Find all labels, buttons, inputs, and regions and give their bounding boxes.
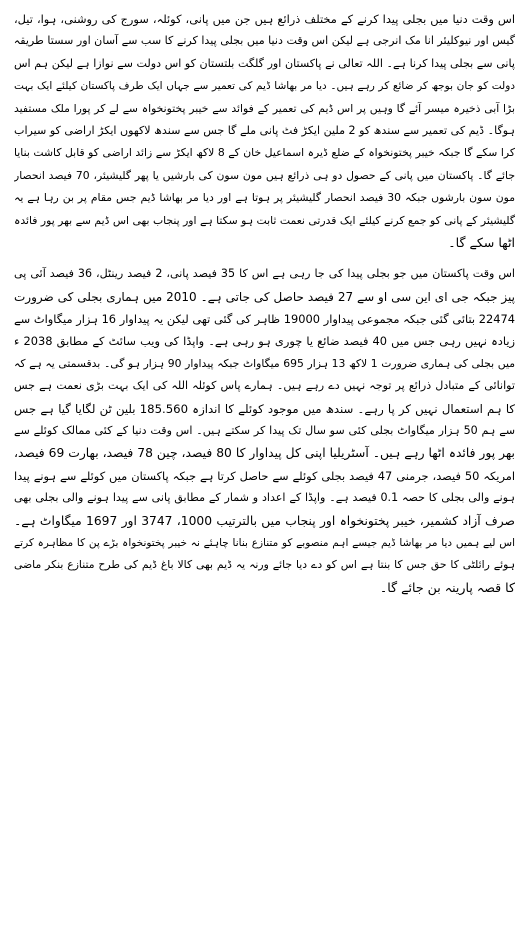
text-line: 22474 بتائی گئی جبکہ مجموعی پیداوار 19000 ظاہر کی گئی تھی لیکن یہ پیداوار 16 ہزار میگاواٹ سے bbox=[14, 312, 515, 327]
text-line: جائے گا۔ پاکستان میں پانی کے حصول دو ہی ذرائع ہیں مون سون کی بارشیں یا پھر گلیشیئر، 70 فیصد انحصار bbox=[14, 168, 515, 182]
text-line: کرا سکے گا جبکہ خیبر پختونخواہ کے ضلع ڈیرہ اسماعیل خان کے 8 لاکھ ایکڑ سے زائد اراضی کو قابل کاشت بنایا bbox=[14, 146, 515, 160]
text-line: سے ہم 50 ہزار میگاواٹ بجلی کئی سو سال تک پیدا کر سکتے ہیں۔ اس وقت دنیا کے کئی ممالک کوئلے سے bbox=[14, 424, 515, 438]
text-line: اس وقت دنیا میں بجلی پیدا کرنے کے مختلف ذرائع ہیں جن میں پانی، کوئلہ، سورج کی روشنی، ہوا، تیل، bbox=[14, 12, 515, 26]
text-line: زیادہ نہیں رہی جس میں 40 فیصد ضائع یا چوری ہو رہی ہے۔ واپڈا کی ویب سائٹ کے مطابق 2038 ء bbox=[14, 334, 515, 349]
text-line: بڑا آبی ذخیرہ میسر آئے گا وہیں پر اس ڈیم کی تعمیر کے فوائد سے خیبر پختونخواہ سے لے کر پورا ملک مستفید bbox=[14, 101, 515, 115]
text-line: کا قصہ پارینہ بن جائے گا۔ bbox=[379, 579, 515, 595]
text-line: پانی سے بجلی پیدا کرنا ہے۔ اللہ تعالی نے پاکستان اور گلگت بلتستان کو اس دولت سے نوازا ہے لیکن ہم اس bbox=[14, 56, 515, 70]
text-line: میں بجلی کی ہماری ضرورت 1 لاکھ 13 ہزار 695 میگاواٹ جبکہ پیداوار 90 ہزار ہو گی۔ بدقسمتی یہ ہے کہ bbox=[14, 356, 515, 370]
text-line: پیز جبکہ جی ای این سی او سے 27 فیصد حاصل کی جاتی ہے۔ 2010 میں ہماری بجلی کی ضرورت bbox=[14, 289, 515, 304]
text-line: توانائی کے متبادل ذرائع پر توجہ نہیں دے رہے ہیں۔ ہمارے پاس کوئلہ اللہ کی ایک بہت بڑی نعمت ہے جس bbox=[14, 379, 515, 393]
article-paragraph-2 bbox=[14, 263, 515, 599]
text-line: بھر پور فائدہ اٹھا رہے ہیں۔ آسٹریلیا اپنی کل پیداوار کا 80 فیصد، چین 78 فیصد، بھارت 69 فیصد، bbox=[14, 446, 515, 461]
text-line: اس لیے ہمیں دیا مر بھاشا ڈیم جیسے اہم منصوبے کو متنازع بنانا چاہئے نہ خیبر پختونخواہ بڑے پن کا مظاہرہ کرتے bbox=[14, 536, 515, 549]
text-line: ہوئے رائلٹی کا حق جس کا بنتا ہے اس کو دے دیا جائے ورنہ یہ ڈیم بھی کالا باغ ڈیم کی طرح متنازع بنکر ماضی bbox=[14, 558, 515, 572]
text-line: اٹھا سکے گا۔ bbox=[448, 234, 515, 250]
text-line: گلیشیئر کے پانی کو جمع کرنے کیلئے ایک قدرتی نعمت ثابت ہو سکتا ہے اور پنجاب بھی اس ڈیم سے بھر پور فائدہ bbox=[14, 213, 515, 227]
text-line: کا ہم استعمال نہیں کر پا رہے۔ سندھ میں موجود کوئلے کا اندازہ 185.560 بلین ٹن لگایا گیا ہے جس bbox=[14, 401, 515, 416]
text-line: اس وقت پاکستان میں جو بجلی پیدا کی جا رہی ہے اس کا 35 فیصد پانی، 2 فیصد رینٹل، 36 فیصد آئی پی bbox=[14, 267, 515, 281]
text-line: دولت کو جان بوجھ کر ضائع کر رہے ہیں۔ دیا مر بھاشا ڈیم کی تعمیر سے جہاں ایک طرف پاکستان کیلئے ایک بہت bbox=[14, 80, 515, 93]
article-paragraph-1 bbox=[14, 8, 515, 254]
text-line: ہوگا۔ ڈیم کی تعمیر سے سندھ کو 2 ملین ایکڑ فٹ پانی ملے گا جس سے سندھ لاکھوں ایکڑ اراضی کو سیراب bbox=[14, 123, 515, 137]
text-line: مون سون بارشوں جبکہ 30 فیصد انحصار گلیشیئر پر ہوتا ہے اور دیا مر بھاشا ڈیم جس مقام پر بن رہا ہے یہ bbox=[14, 191, 515, 205]
text-line: صرف آزاد کشمیر، خیبر پختونخواہ اور پنجاب میں بالترتیب 1000، 3747 اور 1697 میگاواٹ ہے۔ bbox=[14, 513, 515, 528]
text-line: گیس اور نیوکلیئر انا مک انرجی ہے لیکن اس وقت دنیا میں بجلی پیدا کرنے کا سب سے آسان اور سستا طریقہ bbox=[14, 34, 515, 48]
text-line: ہونے والی بجلی کا حصہ 0.1 فیصد ہے۔ واپڈا کے اعداد و شمار کے مطابق پانی سے پیدا ہونے والی بجلی بھی bbox=[14, 491, 515, 505]
text-line: امریکہ 50 فیصد، جرمنی 47 فیصد بجلی کوئلے سے حاصل کرتا ہے جبکہ پاکستان میں کوئلے سے ہونے پیدا bbox=[14, 468, 515, 483]
